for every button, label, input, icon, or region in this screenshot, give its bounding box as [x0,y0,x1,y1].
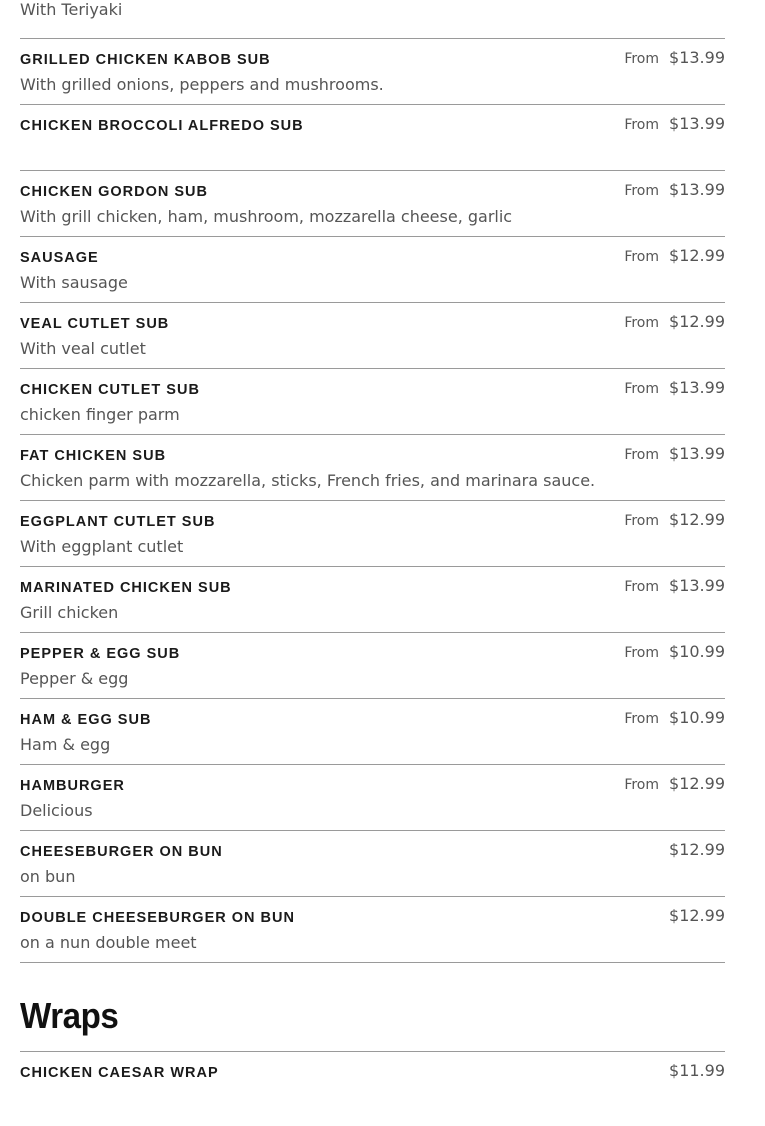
item-description: With sausage [20,273,128,292]
divider [20,104,725,105]
divider [20,830,725,831]
price-group [669,840,725,859]
item-price: $11.99 [669,1061,725,1080]
price-group [624,378,725,397]
price-from-label: From [624,777,660,793]
item-description: With grilled onions, peppers and mushrooms. [20,75,384,94]
item-price: $13.99 [669,180,725,199]
price-from-label: From [624,183,660,199]
item-description: With eggplant cutlet [20,537,184,556]
item-description: Chicken parm with mozzarella, sticks, French fries, and marinara sauce. [20,471,596,490]
item-description: Grill chicken [20,603,119,622]
menu-item[interactable] [20,1060,725,1126]
item-name: CHICKEN CUTLET SUB [20,382,200,398]
item-description: Pepper & egg [20,669,129,688]
item-description: Delicious [20,801,93,820]
item-name: SAUSAGE [20,250,99,266]
price-from-label: From [624,645,660,661]
item-price: $13.99 [669,378,725,397]
item-name: HAM & EGG SUB [20,712,152,728]
item-description: With veal cutlet [20,339,146,358]
divider [20,500,725,501]
price-group [624,510,725,529]
item-price: $10.99 [669,642,725,661]
item-name: EGGPLANT CUTLET SUB [20,514,216,530]
item-name: CHICKEN BROCCOLI ALFREDO SUB [20,118,304,134]
price-group [624,246,725,265]
divider [20,302,725,303]
price-from-label: From [624,381,660,397]
item-price: $10.99 [669,708,725,727]
item-price: $12.99 [669,840,725,859]
price-group [624,576,725,595]
item-name: CHEESEBURGER ON BUN [20,844,223,860]
price-group [624,312,725,331]
price-group [624,180,725,199]
item-price: $13.99 [669,48,725,67]
item-description: on a nun double meet [20,933,197,952]
divider [20,962,725,963]
price-group [669,906,725,925]
item-name: PEPPER & EGG SUB [20,646,181,662]
item-description: on bun [20,867,76,886]
price-group [624,48,725,67]
divider [20,566,725,567]
price-group [669,1061,725,1080]
price-group [624,774,725,793]
divider [20,1051,725,1052]
item-name: HAMBURGER [20,778,125,794]
item-price: $12.99 [669,906,725,925]
item-price: $13.99 [669,114,725,133]
item-price: $12.99 [669,246,725,265]
price-group [624,444,725,463]
price-group [624,114,725,133]
item-price: $13.99 [669,444,725,463]
item-name: DOUBLE CHEESEBURGER ON BUN [20,910,295,926]
item-price: $12.99 [669,510,725,529]
item-name: CHICKEN CAESAR WRAP [20,1065,219,1081]
item-description: With Teriyaki [20,0,123,19]
price-from-label: From [624,117,660,133]
divider [20,434,725,435]
item-description: With grill chicken, ham, mushroom, mozzarella cheese, garlic [20,207,513,226]
divider [20,236,725,237]
item-name: VEAL CUTLET SUB [20,316,170,332]
divider [20,632,725,633]
price-from-label: From [624,315,660,331]
divider [20,896,725,897]
item-price: $13.99 [669,576,725,595]
item-name: GRILLED CHICKEN KABOB SUB [20,52,271,68]
item-price: $12.99 [669,774,725,793]
divider [20,368,725,369]
price-group [624,642,725,661]
price-group [624,708,725,727]
divider [20,698,725,699]
price-from-label: From [624,513,660,529]
divider [20,170,725,171]
item-name: CHICKEN GORDON SUB [20,184,208,200]
price-from-label: From [624,249,660,265]
item-description: Ham & egg [20,735,111,754]
divider [20,764,725,765]
price-from-label: From [624,711,660,727]
price-from-label: From [624,447,660,463]
item-name: MARINATED CHICKEN SUB [20,580,232,596]
item-price: $12.99 [669,312,725,331]
price-from-label: From [624,579,660,595]
section-title-wraps: Wraps [20,995,119,1036]
price-from-label: From [624,51,660,67]
item-description: chicken finger parm [20,405,180,424]
divider [20,38,725,39]
item-name: FAT CHICKEN SUB [20,448,167,464]
